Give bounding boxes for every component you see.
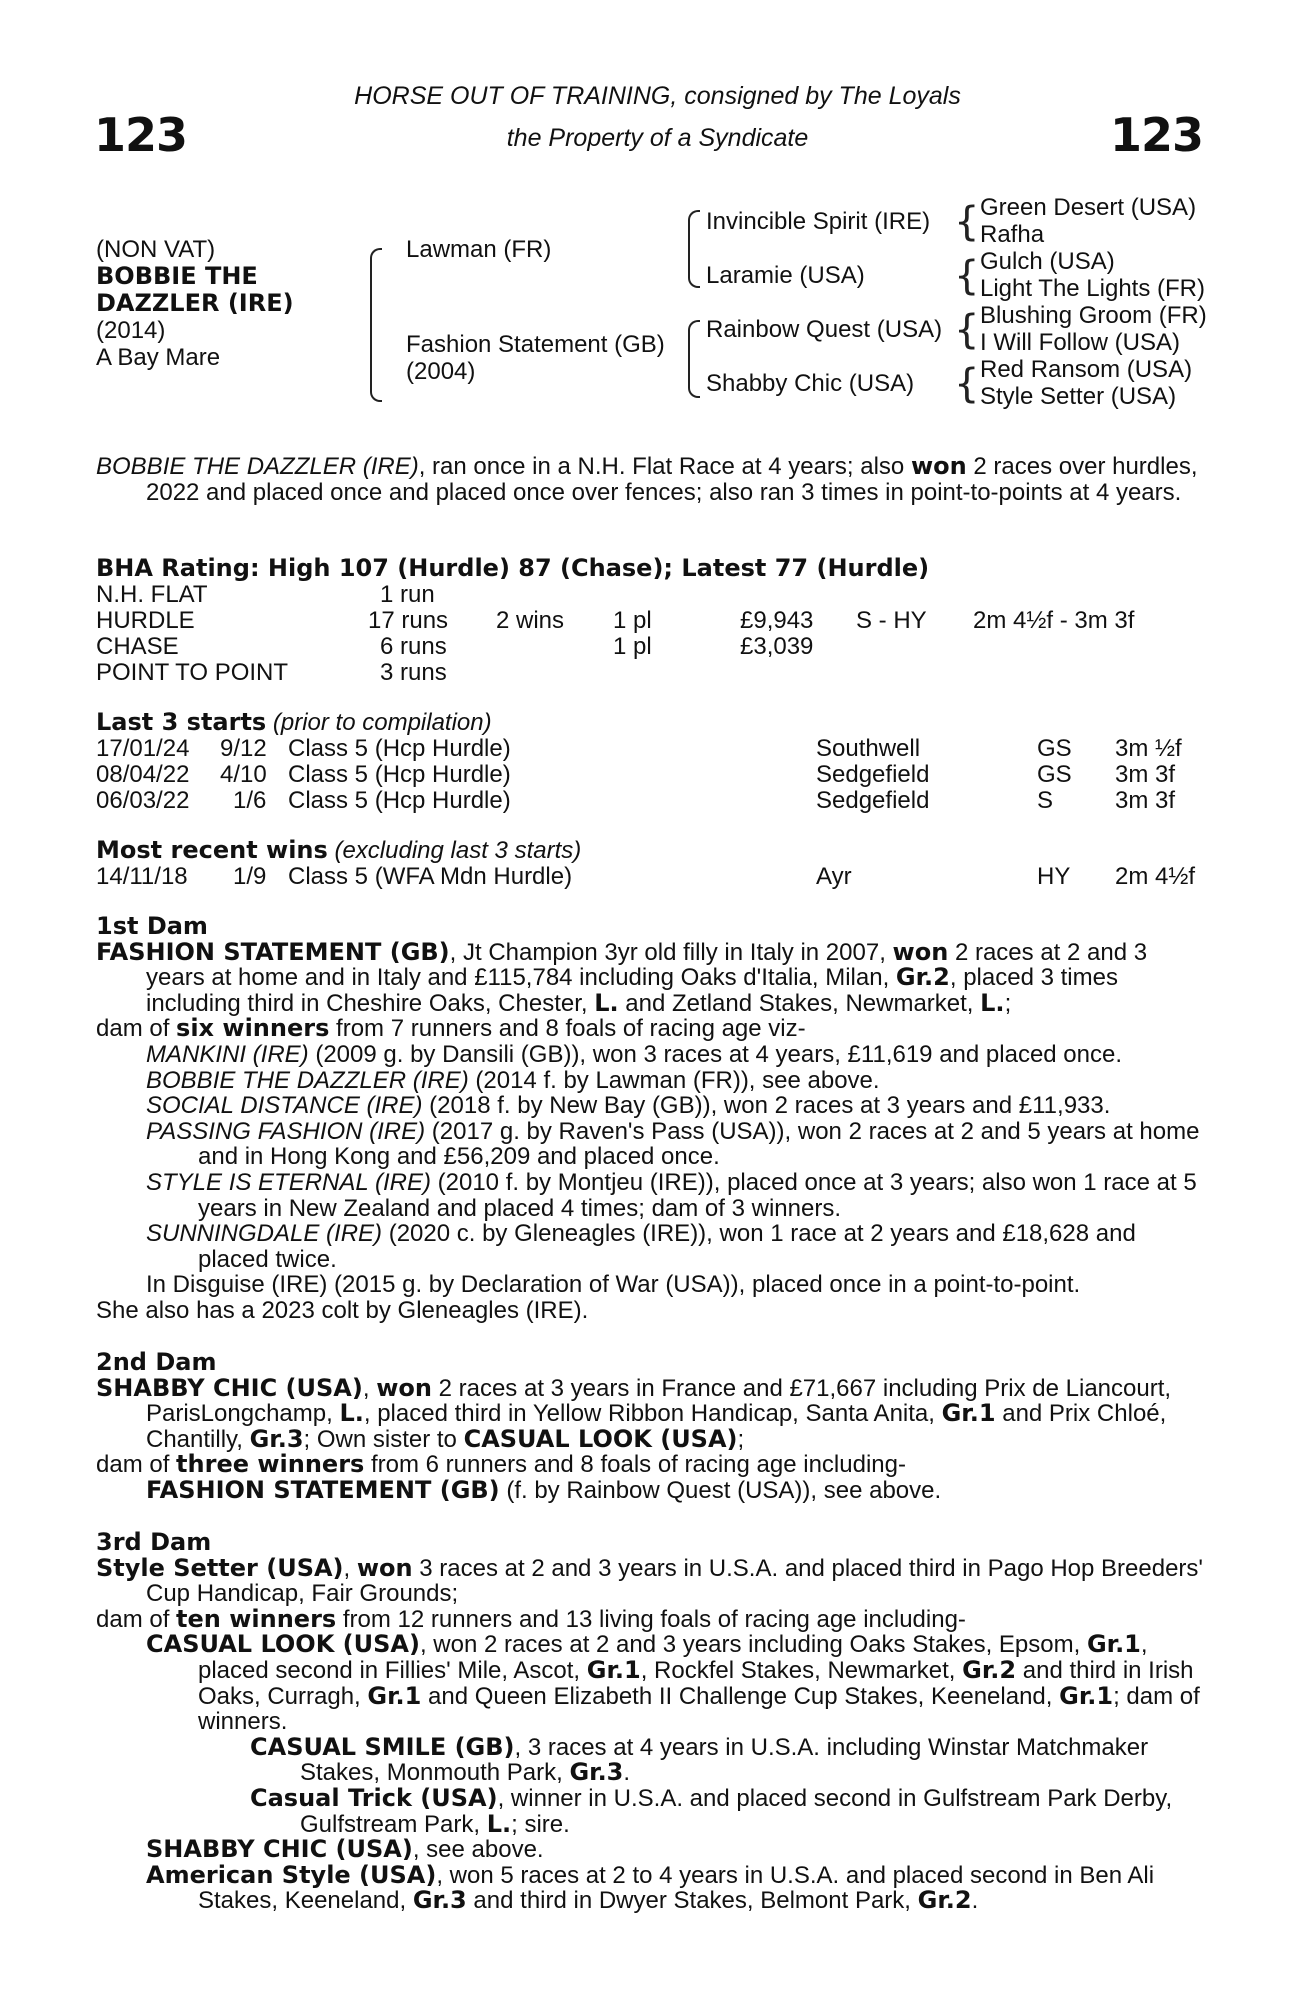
header-consignor: HORSE OUT OF TRAINING, consigned by The Loyals — [354, 82, 961, 110]
third-dam-record: Style Setter (USA), won 3 races at 2 and 3 years in U.S.A. and placed third in Pago Hop Breeders' Cup Handicap, Fair Grounds; — [96, 1553, 1203, 1608]
dam-name: Fashion Statement (GB) — [406, 331, 665, 358]
second-dam-record: SHABBY CHIC (USA), won 2 races at 3 years in France and £71,667 including Prix de Liancourt, ParisLongchamp, L., placed third in Yellow Ribbon Handicap, Santa Anita, Gr.1 and Prix Chloé, Chantilly, Gr.3; Own sister to CASUAL LOOK (USA); — [96, 1373, 1172, 1453]
pedigree-brace-main — [370, 248, 382, 402]
recent-wins-heading: Most recent wins (excluding last 3 starts) — [96, 836, 582, 864]
progeny-item: FASHION STATEMENT (GB) (f. by Rainbow Quest (USA)), see above. — [146, 1475, 942, 1504]
pedigree-brace-g2: { — [954, 253, 980, 299]
horse-name-line2: DAZZLER (IRE) — [96, 289, 294, 317]
first-dam-section — [96, 914, 1203, 1324]
horse-description: A Bay Mare — [96, 344, 221, 371]
dam-dam: Shabby Chic (USA) — [706, 370, 915, 397]
sire-sire: Invincible Spirit (IRE) — [706, 208, 931, 235]
progeny-item: SHABBY CHIC (USA), see above. — [146, 1835, 544, 1864]
first-dam-heading: 1st Dam — [96, 912, 208, 940]
second-dam-produce-summary: dam of three winners from 6 runners and 8 foals of racing age including- — [96, 1450, 906, 1479]
gen3-list — [980, 194, 1207, 410]
third-dam-produce-summary: dam of ten winners from 12 runners and 13 living foals of racing age including- — [96, 1604, 966, 1633]
third-dam-section — [96, 1530, 1203, 1914]
grand-progeny-item: CASUAL SMILE (GB), 3 races at 4 years in U.S.A. including Winstar Matchmaker Stakes, Monmouth Park, Gr.3. — [250, 1732, 1149, 1787]
pedigree-brace-dam — [688, 320, 700, 398]
progeny-item: In Disguise (IRE) (2015 g. by Declaration of War (USA)), placed once in a point-to-point. — [146, 1271, 1081, 1299]
horse-name-line1: BOBBIE THE — [96, 262, 258, 290]
horse-year: (2014) — [96, 317, 166, 344]
gen3-item: Red Ransom (USA) — [980, 356, 1193, 383]
first-dam-record: FASHION STATEMENT (GB), Jt Champion 3yr old filly in Italy in 2007, won 2 races at 2 and 3 years at home and in Italy and £115,784 including Oaks d'Italia, Milan, Gr.2, placed 3 times including third in Cheshire Oaks, Chester, L. and Zetland Stakes, Newmarket, L.; — [96, 937, 1148, 1017]
dam-sire: Rainbow Quest (USA) — [706, 316, 943, 343]
pedigree-brace-sire — [688, 210, 700, 288]
pedigree-brace-g3: { — [954, 307, 980, 353]
grand-progeny-item: Casual Trick (USA), winner in U.S.A. and placed second in Gulfstream Park Derby, Gulfstream Park, L.; sire. — [250, 1783, 1173, 1838]
second-dam-heading: 2nd Dam — [96, 1348, 217, 1376]
sire-name: Lawman (FR) — [406, 236, 552, 263]
gen3-item: Light The Lights (FR) — [980, 275, 1205, 302]
progeny-item: CASUAL LOOK (USA), won 2 races at 2 and 3 years including Oaks Stakes, Epsom, Gr.1, placed second in Fillies' Mile, Ascot, Gr.1, Rockfel Stakes, Newmarket, Gr.2 and third in Irish Oaks, Curragh, Gr.1 and Queen Elizabeth II Challenge Cup Stakes, Keeneland, Gr.1; dam of winners. — [146, 1630, 1200, 1736]
gen3-item: Gulch (USA) — [980, 248, 1115, 275]
progeny-item: PASSING FASHION (IRE) (2017 g. by Raven's Pass (USA)), won 2 races at 2 and 5 years at home and in Hong Kong and £56,209 and placed once. — [146, 1117, 1200, 1171]
summary-horse-name: BOBBIE THE DAZZLER (IRE) — [96, 453, 419, 480]
progeny-item: SOCIAL DISTANCE (IRE) (2018 f. by New Bay (GB)), won 2 races at 3 years and £11,933. — [146, 1092, 1111, 1120]
gen3-item: Blushing Groom (FR) — [980, 302, 1207, 329]
progeny-item: SUNNINGDALE (IRE) (2020 c. by Gleneagles (IRE)), won 1 race at 2 years and £18,628 and placed twice. — [146, 1220, 1136, 1273]
second-dam-section — [96, 1350, 1203, 1504]
pedigree-brace-g1: { — [954, 199, 980, 245]
dam-year: (2004) — [406, 358, 476, 385]
gen3-item: Green Desert (USA) — [980, 194, 1197, 221]
race-summary: BOBBIE THE DAZZLER (IRE), ran once in a N.H. Flat Race at 4 years; also won 2 races over hurdles, 2022 and placed once and placed once over fences; also ran 3 times in point-to-points at 4 years. — [96, 452, 1198, 506]
vat-status: (NON VAT) — [96, 236, 216, 263]
gen3-item: Rafha — [980, 221, 1045, 248]
first-dam-produce-summary: dam of six winners from 7 runners and 8 foals of racing age viz- — [96, 1014, 806, 1043]
pedigree-brace-g4: { — [954, 361, 980, 407]
progeny-item: STYLE IS ETERNAL (IRE) (2010 f. by Montjeu (IRE)), placed once at 3 years; also won 1 race at 5 years in New Zealand and placed 4 times; dam of 3 winners. — [146, 1168, 1197, 1222]
last3-heading: Last 3 starts (prior to compilation) — [96, 708, 492, 736]
progeny-item: MANKINI (IRE) (2009 g. by Dansili (GB)), won 3 races at 4 years, £11,619 and placed once. — [146, 1040, 1123, 1068]
progeny-item: BOBBIE THE DAZZLER (IRE) (2014 f. by Lawman (FR)), see above. — [146, 1066, 880, 1094]
gen3-item: Style Setter (USA) — [980, 383, 1177, 410]
gen3-item: I Will Follow (USA) — [980, 329, 1181, 356]
sire-dam: Laramie (USA) — [706, 262, 865, 289]
bha-rating: BHA Rating: High 107 (Hurdle) 87 (Chase); Latest 77 (Hurdle) — [96, 554, 930, 582]
lot-number-right: 123 — [1109, 108, 1203, 162]
horse-block — [96, 236, 294, 371]
progeny-item: American Style (USA), won 5 races at 2 to 4 years in U.S.A. and placed second in Ben Ali Stakes, Keeneland, Gr.3 and third in Dwyer Stakes, Belmont Park, Gr.2. — [146, 1860, 1155, 1915]
header-property: the Property of a Syndicate — [506, 124, 809, 152]
lot-number-left: 123 — [94, 108, 188, 162]
third-dam-heading: 3rd Dam — [96, 1528, 212, 1556]
first-dam-also: She also has a 2023 colt by Gleneagles (IRE). — [96, 1296, 589, 1324]
